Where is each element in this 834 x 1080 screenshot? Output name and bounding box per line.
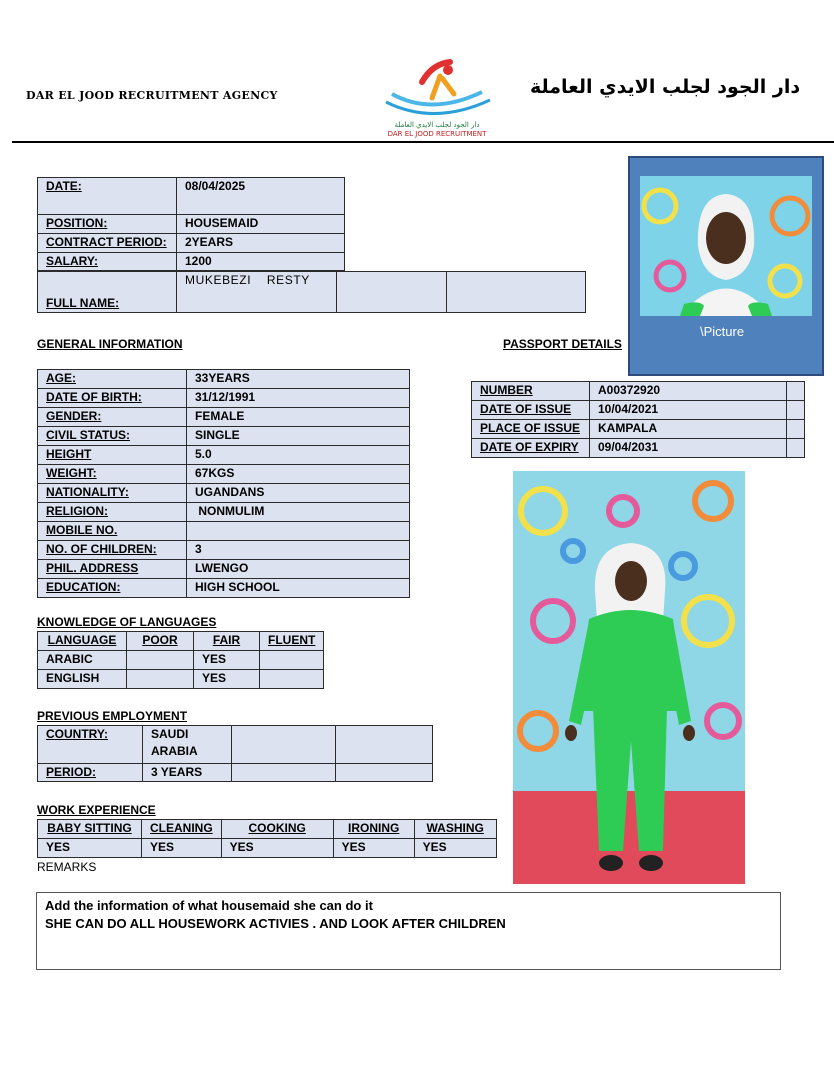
country-line-1: SAUDI xyxy=(151,727,189,741)
passport-empty-cell xyxy=(787,382,805,401)
employment-empty-cell xyxy=(336,764,433,782)
passport-details-title: PASSPORT DETAILS xyxy=(503,337,622,351)
general-info-label: MOBILE NO. xyxy=(38,522,187,541)
languages-table xyxy=(37,631,324,689)
general-info-value: SINGLE xyxy=(187,427,410,446)
contract-table xyxy=(37,177,345,271)
language-cell-fair: YES xyxy=(194,670,260,689)
agency-logo xyxy=(362,54,512,140)
general-info-value: FEMALE xyxy=(187,408,410,427)
general-info-row xyxy=(38,579,410,598)
work-experience-value: YES xyxy=(221,839,333,858)
remarks-line-1: Add the information of what housemaid she can do it xyxy=(45,898,373,913)
general-info-row xyxy=(38,446,410,465)
remarks-box xyxy=(36,892,781,970)
employment-empty-cell xyxy=(336,726,433,764)
passport-value: KAMPALA xyxy=(590,420,787,439)
remarks-title: REMARKS xyxy=(37,860,97,874)
passport-label: DATE OF EXPIRY xyxy=(472,439,590,458)
salary-label: SALARY: xyxy=(38,253,177,271)
full-body-photo xyxy=(513,471,745,884)
work-experience-header: COOKING xyxy=(221,820,333,839)
language-cell-poor xyxy=(127,670,194,689)
general-info-label: WEIGHT: xyxy=(38,465,187,484)
full-name-empty-cell xyxy=(447,272,586,313)
employment-empty-cell xyxy=(232,764,336,782)
general-info-value: 33YEARS xyxy=(187,370,410,389)
date-label: DATE: xyxy=(38,178,177,215)
period-label: PERIOD: xyxy=(38,764,143,782)
passport-value: 10/04/2021 xyxy=(590,401,787,420)
language-cell-language: ENGLISH xyxy=(38,670,127,689)
general-info-value: NONMULIM xyxy=(187,503,410,522)
work-experience-header: BABY SITTING xyxy=(38,820,142,839)
date-value: 08/04/2025 xyxy=(177,178,345,215)
work-experience-value: YES xyxy=(414,839,496,858)
general-info-value: 31/12/1991 xyxy=(187,389,410,408)
full-name-value: MUKEBEZI RESTY xyxy=(177,272,337,313)
work-experience-table xyxy=(37,819,497,858)
work-experience-value: YES xyxy=(333,839,414,858)
logo-arabic-text: دار الجود لجلب الايدي العاملة xyxy=(394,121,480,129)
general-info-label: NO. OF CHILDREN: xyxy=(38,541,187,560)
passport-value: A00372920 xyxy=(590,382,787,401)
passport-empty-cell xyxy=(787,439,805,458)
language-row xyxy=(38,670,324,689)
general-info-value: HIGH SCHOOL xyxy=(187,579,410,598)
work-experience-header-row xyxy=(38,820,497,839)
language-column-header: LANGUAGE xyxy=(38,632,127,651)
work-experience-title: WORK EXPERIENCE xyxy=(37,803,156,817)
general-info-label: DATE OF BIRTH: xyxy=(38,389,187,408)
position-label: POSITION: xyxy=(38,215,177,234)
work-experience-value: YES xyxy=(142,839,222,858)
passport-value: 09/04/2031 xyxy=(590,439,787,458)
passport-label: NUMBER xyxy=(472,382,590,401)
passport-photo xyxy=(640,176,812,316)
general-info-label: EDUCATION: xyxy=(38,579,187,598)
fullname-table xyxy=(37,271,586,313)
passport-table xyxy=(471,381,805,458)
position-value: HOUSEMAID xyxy=(177,215,345,234)
general-info-row xyxy=(38,541,410,560)
period-value: 3 YEARS xyxy=(143,764,232,782)
passport-label: PLACE OF ISSUE xyxy=(472,420,590,439)
general-info-label: PHIL. ADDRESS xyxy=(38,560,187,579)
language-cell-poor xyxy=(127,651,194,670)
passport-photo-frame xyxy=(628,156,824,376)
header-divider xyxy=(12,141,834,143)
general-info-value: UGANDANS xyxy=(187,484,410,503)
work-experience-header: WASHING xyxy=(414,820,496,839)
general-info-table xyxy=(37,369,410,598)
agency-name-arabic: دار الجود لجلب الايدي العاملة xyxy=(530,76,801,98)
language-cell-fluent xyxy=(260,651,324,670)
general-info-label: HEIGHT xyxy=(38,446,187,465)
work-experience-values-row xyxy=(38,839,497,858)
work-experience-header: CLEANING xyxy=(142,820,222,839)
employment-empty-cell xyxy=(232,726,336,764)
language-column-header: FAIR xyxy=(194,632,260,651)
language-row xyxy=(38,651,324,670)
full-name-empty-cell xyxy=(337,272,447,313)
general-info-value: 5.0 xyxy=(187,446,410,465)
general-info-row xyxy=(38,560,410,579)
picture-caption: \Picture xyxy=(700,324,745,339)
passport-row xyxy=(472,401,805,420)
remarks-line-2: SHE CAN DO ALL HOUSEWORK ACTIVIES . AND LOOK AFTER CHILDREN xyxy=(45,916,506,931)
salary-value: 1200 xyxy=(177,253,345,271)
country-value xyxy=(143,726,232,764)
language-cell-fluent xyxy=(260,670,324,689)
language-column-header: FLUENT xyxy=(260,632,324,651)
general-info-row xyxy=(38,465,410,484)
general-info-row xyxy=(38,484,410,503)
language-cell-language: ARABIC xyxy=(38,651,127,670)
contract-period-value: 2YEARS xyxy=(177,234,345,253)
general-info-label: AGE: xyxy=(38,370,187,389)
general-info-row xyxy=(38,389,410,408)
language-cell-fair: YES xyxy=(194,651,260,670)
general-info-value: LWENGO xyxy=(187,560,410,579)
general-info-label: GENDER: xyxy=(38,408,187,427)
passport-empty-cell xyxy=(787,420,805,439)
employment-table xyxy=(37,725,433,782)
general-info-value xyxy=(187,522,410,541)
passport-empty-cell xyxy=(787,401,805,420)
passport-row xyxy=(472,382,805,401)
general-info-row xyxy=(38,370,410,389)
general-info-row xyxy=(38,427,410,446)
employment-title: PREVIOUS EMPLOYMENT xyxy=(37,709,188,723)
languages-header-row xyxy=(38,632,324,651)
country-label: COUNTRY: xyxy=(38,726,143,764)
passport-label: DATE OF ISSUE xyxy=(472,401,590,420)
languages-title: KNOWLEDGE OF LANGUAGES xyxy=(37,615,217,629)
passport-row xyxy=(472,420,805,439)
agency-name-english: DAR EL JOOD RECRUITMENT AGENCY xyxy=(26,89,278,102)
general-info-row xyxy=(38,503,410,522)
general-info-value: 67KGS xyxy=(187,465,410,484)
general-info-label: NATIONALITY: xyxy=(38,484,187,503)
general-info-title: GENERAL INFORMATION xyxy=(37,337,183,351)
general-info-label: CIVIL STATUS: xyxy=(38,427,187,446)
language-column-header: POOR xyxy=(127,632,194,651)
general-info-label: RELIGION: xyxy=(38,503,187,522)
general-info-row xyxy=(38,522,410,541)
work-experience-value: YES xyxy=(38,839,142,858)
full-name-label: FULL NAME: xyxy=(38,272,177,313)
passport-row xyxy=(472,439,805,458)
general-info-row xyxy=(38,408,410,427)
general-info-value: 3 xyxy=(187,541,410,560)
logo-english-text: DAR EL JOOD RECRUITMENT xyxy=(387,130,487,138)
country-line-2: ARABIA xyxy=(151,744,198,758)
contract-period-label: CONTRACT PERIOD: xyxy=(38,234,177,253)
work-experience-header: IRONING xyxy=(333,820,414,839)
